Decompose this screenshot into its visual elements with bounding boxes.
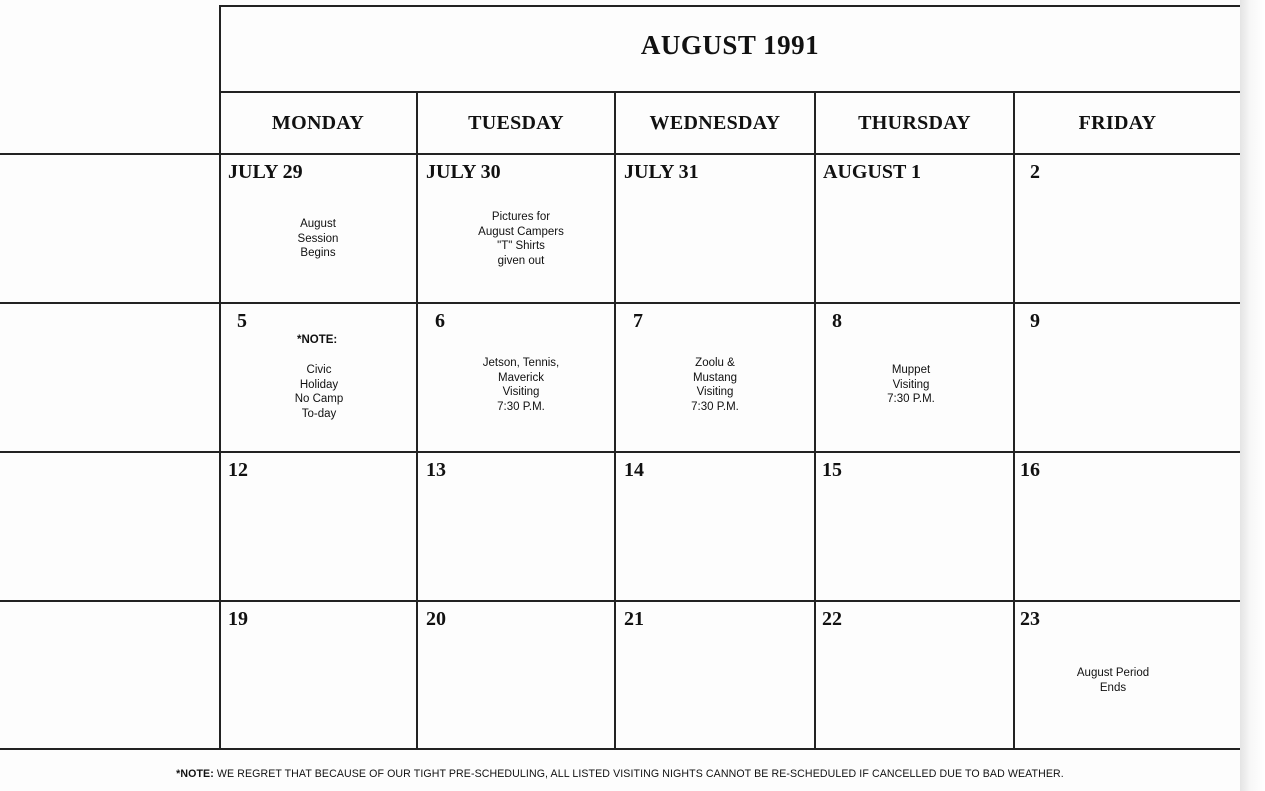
weekday-header-wednesday: WEDNESDAY: [649, 112, 781, 134]
grid-title-divider: [220, 91, 1240, 93]
day-event-aug-7: Zoolu & Mustang Visiting 7:30 P.M.: [691, 357, 739, 413]
day-date-aug-23: 23: [1020, 608, 1040, 630]
day-date-aug-13: 13: [426, 459, 446, 481]
day-date-jul-30: JULY 30: [426, 161, 501, 183]
day-event-aug-5: Civic Holiday No Camp To-day: [294, 364, 344, 420]
weekday-header-monday: MONDAY: [271, 112, 365, 134]
day-date-aug-15: 15: [822, 459, 842, 481]
day-date-jul-29: JULY 29: [228, 161, 303, 183]
day-date-aug-5: 5: [237, 310, 247, 332]
grid-column-divider-3: [814, 91, 816, 750]
day-event-aug-6: Jetson, Tennis, Maverick Visiting 7:30 P.M.: [482, 357, 560, 413]
day-date-aug-14: 14: [624, 459, 644, 481]
day-date-aug-21: 21: [624, 608, 644, 630]
grid-top-border: [220, 5, 1240, 7]
day-date-aug-19: 19: [228, 608, 248, 630]
grid-column-divider-2: [614, 91, 616, 750]
footer-note-label: *NOTE:: [176, 768, 214, 780]
day-date-aug-16: 16: [1020, 459, 1040, 481]
day-date-aug-20: 20: [426, 608, 446, 630]
grid-header-divider: [0, 153, 1240, 155]
grid-row-divider-2: [0, 451, 1240, 453]
day-date-aug-9: 9: [1030, 310, 1040, 332]
day-event-jul-29: August Session Begins: [297, 218, 339, 259]
day-event-aug-23: August Period Ends: [1076, 667, 1150, 694]
footer-note-text: WE REGRET THAT BECAUSE OF OUR TIGHT PRE-SCHEDULING, ALL LISTED VISITING NIGHTS CANNOT BE RE-SCHEDULED IF CANCELLED DUE TO BAD WEATHER.: [213, 768, 1064, 780]
civic-holiday-note-label: *NOTE:: [297, 334, 338, 346]
day-date-aug-8: 8: [832, 310, 842, 332]
page-edge-shadow: [1240, 0, 1265, 791]
grid-row-divider-3: [0, 600, 1240, 602]
grid-column-divider-4: [1013, 91, 1015, 750]
grid-row-divider-1: [0, 302, 1240, 304]
day-date-aug-1: AUGUST 1: [823, 161, 921, 183]
day-date-aug-2: 2: [1030, 161, 1040, 183]
weekday-header-thursday: THURSDAY: [858, 112, 971, 134]
day-date-aug-22: 22: [822, 608, 842, 630]
month-title: AUGUST 1991: [640, 30, 820, 60]
day-event-jul-30: Pictures for August Campers "T" Shirts given out: [478, 211, 564, 267]
grid-bottom-border: [0, 748, 1240, 750]
day-event-aug-8: Muppet Visiting 7:30 P.M.: [887, 364, 935, 405]
weather-cancellation-note: [0, 768, 1240, 780]
day-date-jul-31: JULY 31: [624, 161, 699, 183]
day-date-aug-6: 6: [435, 310, 445, 332]
day-date-aug-7: 7: [633, 310, 643, 332]
day-date-aug-12: 12: [228, 459, 248, 481]
weekday-header-tuesday: TUESDAY: [468, 112, 564, 134]
weekday-header-friday: FRIDAY: [1078, 112, 1157, 134]
